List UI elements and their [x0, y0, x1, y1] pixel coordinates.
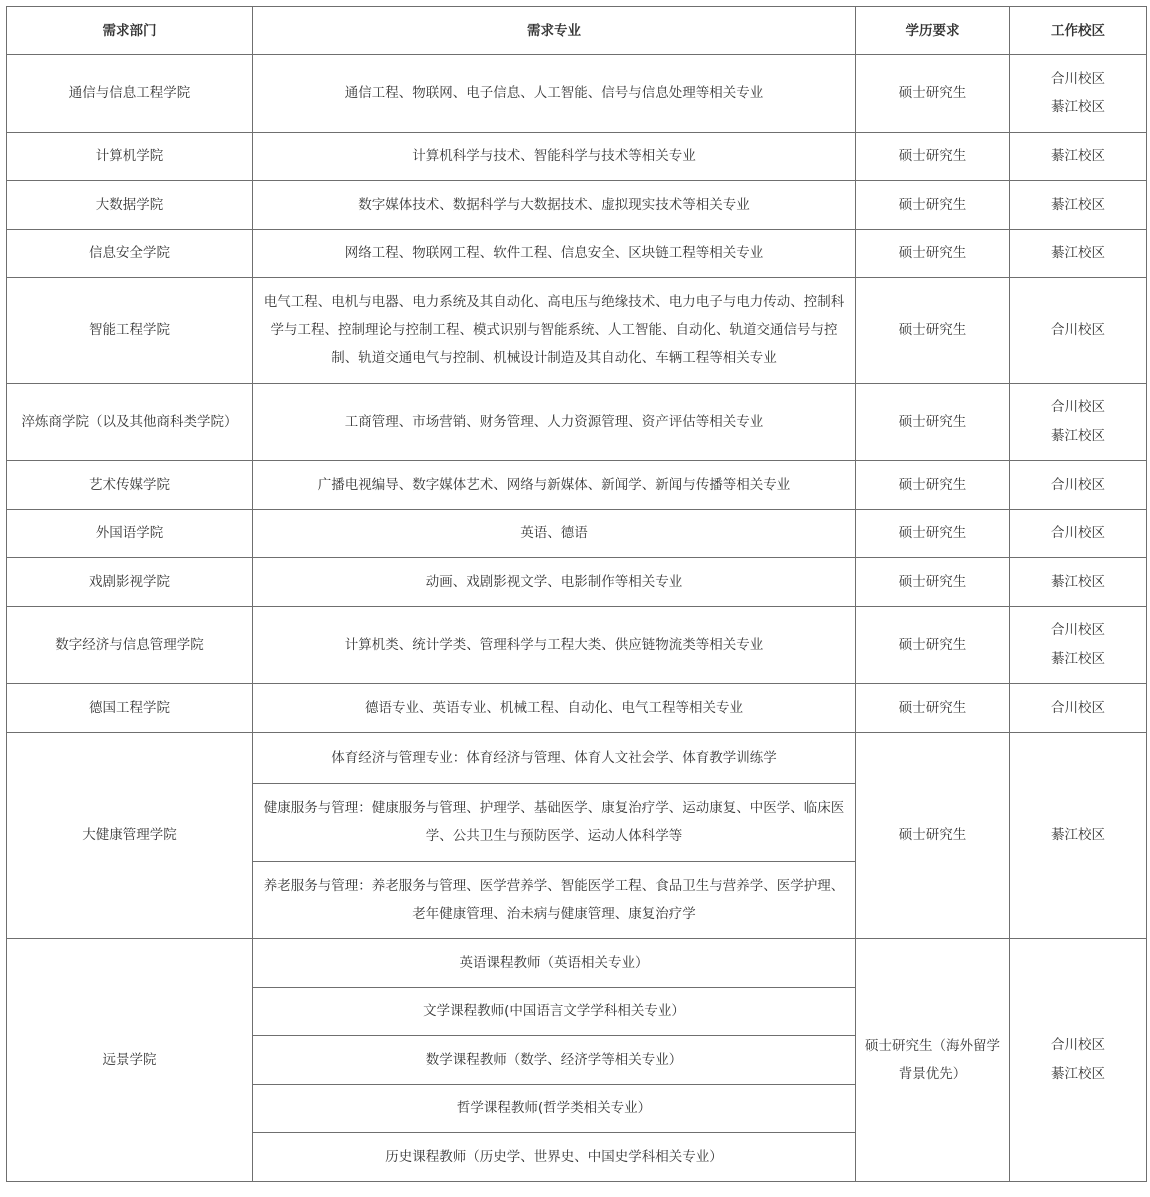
campus-cell	[1010, 55, 1147, 133]
major-cell: 数学课程教师（数学、经济学等相关专业）	[253, 1036, 856, 1085]
campus-name: 綦江校区	[1051, 650, 1105, 667]
table-row	[7, 684, 1147, 733]
degree-cell: 硕士研究生	[856, 461, 1010, 510]
dept-cell: 数字经济与信息管理学院	[7, 606, 253, 684]
major-cell: 哲学课程教师(哲学类相关专业）	[253, 1084, 856, 1133]
major-cell: 电气工程、电机与电器、电力系统及其自动化、高电压与绝缘技术、电力电子与电力传动、控制科学与工程、控制理论与控制工程、模式识别与智能系统、人工智能、自动化、轨道交通信号与控制、轨道交通电气与控制、机械设计制造及其自动化、车辆工程等相关专业	[253, 278, 856, 384]
campus-name: 綦江校区	[1051, 148, 1105, 164]
dept-cell: 远景学院	[7, 939, 253, 1182]
campus-cell	[1010, 278, 1147, 384]
major-cell: 通信工程、物联网、电子信息、人工智能、信号与信息处理等相关专业	[253, 55, 856, 133]
degree-cell: 硕士研究生	[856, 229, 1010, 278]
table-row	[7, 55, 1147, 133]
campus-cell	[1010, 181, 1147, 230]
campus-name: 合川校区	[1051, 699, 1105, 716]
table-row	[7, 132, 1147, 181]
dept-cell: 智能工程学院	[7, 278, 253, 384]
dept-cell: 信息安全学院	[7, 229, 253, 278]
degree-cell: 硕士研究生	[856, 181, 1010, 230]
campus-cell	[1010, 939, 1147, 1182]
table-row	[7, 939, 1147, 988]
major-cell: 英语课程教师（英语相关专业）	[253, 939, 856, 988]
degree-cell: 硕士研究生	[856, 55, 1010, 133]
major-cell: 计算机科学与技术、智能科学与技术等相关专业	[253, 132, 856, 181]
header-dept: 需求部门	[7, 7, 253, 55]
dept-cell: 淬炼商学院（以及其他商科类学院）	[7, 383, 253, 461]
major-cell: 德语专业、英语专业、机械工程、自动化、电气工程等相关专业	[253, 684, 856, 733]
degree-cell: 硕士研究生	[856, 132, 1010, 181]
major-cell: 历史课程教师（历史学、世界史、中国史学科相关专业）	[253, 1133, 856, 1182]
campus-name: 合川校区	[1051, 322, 1105, 338]
major-cell: 广播电视编导、数字媒体艺术、网络与新媒体、新闻学、新闻与传播等相关专业	[253, 461, 856, 510]
dept-cell: 艺术传媒学院	[7, 461, 253, 510]
campus-name: 綦江校区	[1051, 99, 1105, 116]
degree-cell: 硕士研究生	[856, 732, 1010, 939]
recruitment-table	[6, 6, 1147, 1182]
degree-cell: 硕士研究生	[856, 509, 1010, 558]
degree-cell: 硕士研究生（海外留学背景优先）	[856, 939, 1010, 1182]
degree-cell: 硕士研究生	[856, 383, 1010, 461]
major-cell: 英语、德语	[253, 509, 856, 558]
dept-cell: 计算机学院	[7, 132, 253, 181]
major-cell: 文学课程教师(中国语言文学学科相关专业）	[253, 987, 856, 1036]
campus-cell	[1010, 732, 1147, 939]
table-row	[7, 278, 1147, 384]
table-row	[7, 181, 1147, 230]
campus-cell	[1010, 132, 1147, 181]
campus-name: 合川校区	[1051, 399, 1105, 416]
campus-name: 綦江校区	[1051, 245, 1105, 261]
dept-cell: 外国语学院	[7, 509, 253, 558]
dept-cell: 大健康管理学院	[7, 732, 253, 939]
dept-cell: 大数据学院	[7, 181, 253, 230]
major-cell: 数字媒体技术、数据科学与大数据技术、虚拟现实技术等相关专业	[253, 181, 856, 230]
table-row	[7, 606, 1147, 684]
campus-name: 綦江校区	[1051, 427, 1105, 444]
campus-cell	[1010, 684, 1147, 733]
dept-cell: 戏剧影视学院	[7, 558, 253, 607]
table-row	[7, 229, 1147, 278]
major-cell: 网络工程、物联网工程、软件工程、信息安全、区块链工程等相关专业	[253, 229, 856, 278]
campus-name: 合川校区	[1051, 525, 1105, 541]
campus-cell	[1010, 229, 1147, 278]
table-row	[7, 732, 1147, 784]
dept-cell: 德国工程学院	[7, 684, 253, 733]
dept-cell: 通信与信息工程学院	[7, 55, 253, 133]
campus-name: 綦江校区	[1051, 573, 1105, 590]
major-cell: 计算机类、统计学类、管理科学与工程大类、供应链物流类等相关专业	[253, 606, 856, 684]
campus-name: 合川校区	[1051, 70, 1105, 87]
campus-name: 合川校区	[1051, 622, 1105, 639]
major-cell: 体育经济与管理专业：体育经济与管理、体育人文社会学、体育教学训练学	[253, 732, 856, 784]
campus-name: 綦江校区	[1051, 1065, 1105, 1082]
campus-cell	[1010, 509, 1147, 558]
campus-cell	[1010, 461, 1147, 510]
campus-cell	[1010, 558, 1147, 607]
header-row	[7, 7, 1147, 55]
header-degree: 学历要求	[856, 7, 1010, 55]
header-major: 需求专业	[253, 7, 856, 55]
major-cell: 动画、戏剧影视文学、电影制作等相关专业	[253, 558, 856, 607]
campus-cell	[1010, 606, 1147, 684]
campus-name: 綦江校区	[1051, 827, 1105, 843]
major-cell: 健康服务与管理：健康服务与管理、护理学、基础医学、康复治疗学、运动康复、中医学、临床医学、公共卫生与预防医学、运动人体科学等	[253, 784, 856, 862]
table-row	[7, 461, 1147, 510]
degree-cell: 硕士研究生	[856, 278, 1010, 384]
campus-name: 合川校区	[1051, 1037, 1105, 1054]
campus-name: 綦江校区	[1051, 196, 1105, 213]
header-campus: 工作校区	[1010, 7, 1147, 55]
major-cell: 养老服务与管理：养老服务与管理、医学营养学、智能医学工程、食品卫生与营养学、医学护理、老年健康管理、治未病与健康管理、康复治疗学	[253, 861, 856, 939]
table-row	[7, 509, 1147, 558]
campus-cell	[1010, 383, 1147, 461]
degree-cell: 硕士研究生	[856, 558, 1010, 607]
table-row	[7, 383, 1147, 461]
table-row	[7, 558, 1147, 607]
degree-cell: 硕士研究生	[856, 606, 1010, 684]
campus-name: 合川校区	[1051, 476, 1105, 493]
major-cell: 工商管理、市场营销、财务管理、人力资源管理、资产评估等相关专业	[253, 383, 856, 461]
degree-cell: 硕士研究生	[856, 684, 1010, 733]
